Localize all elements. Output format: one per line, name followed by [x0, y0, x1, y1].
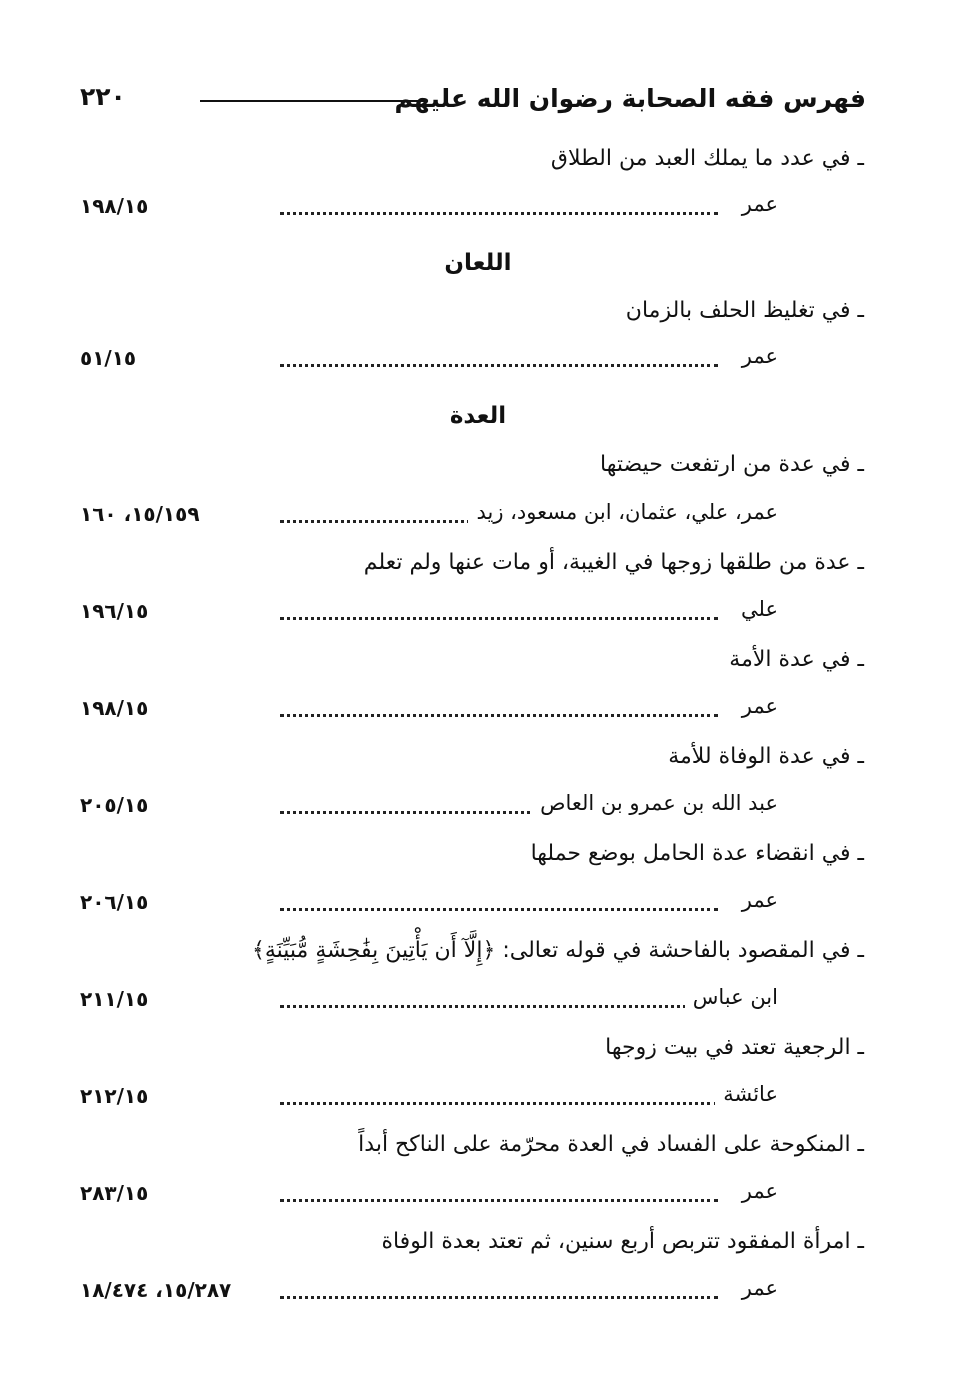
running-title: فهرس فقه الصحابة رضوان الله عليهم — [394, 84, 866, 113]
topic-title: ـ في المقصود بالفاحشة في قوله تعالى: ﴿إِلَّآ أَن يَأْتِينَ بِفَٰحِشَةٍ مُّبَيِّنَةٍ﴾ — [251, 938, 864, 963]
topic-title: ـ في عدد ما يملك العبد من الطلاق — [550, 146, 864, 171]
volume-page-ref: ٢١٢/١٥ — [80, 1084, 156, 1108]
page-header — [80, 78, 866, 118]
volume-page-ref: ٥١/١٥ — [80, 346, 144, 370]
index-entry — [80, 597, 778, 627]
volume-page-ref: ٢٨٣/١٥ — [80, 1181, 156, 1205]
dot-leader — [280, 706, 718, 717]
companion-names: عبد الله بن عمرو بن العاص — [532, 791, 778, 815]
topic-title: ـ في عدة من ارتفعت حيضتها — [600, 452, 864, 477]
companion-names: عمر — [734, 192, 778, 216]
topic-title: ـ في عدة الوفاة للأمة — [668, 744, 864, 769]
companion-names: عمر، علي، عثمان، ابن مسعود، زيد — [468, 500, 778, 524]
topic-title: ـ المنكوحة على الفساد في العدة محرّمة على الناكح أبداً — [358, 1132, 864, 1157]
index-entry — [80, 1082, 778, 1112]
volume-page-ref: ١٩٨/١٥ — [80, 696, 156, 720]
companion-names: عمر — [734, 1179, 778, 1203]
volume-page-ref: ١٩٨/١٥ — [80, 194, 156, 218]
volume-page-ref: ٢١١/١٥ — [80, 987, 156, 1011]
index-entry — [80, 791, 778, 821]
topic-title: ـ في انقضاء عدة الحامل بوضع حملها — [530, 841, 864, 866]
index-entry — [80, 1179, 778, 1209]
companion-names: عمر — [734, 888, 778, 912]
companion-names: عمر — [734, 344, 778, 368]
volume-page-ref: ٢٠٥/١٥ — [80, 793, 156, 817]
topic-title: ـ امرأة المفقود تتربص أربع سنين، ثم تعتد بعدة الوفاة — [381, 1229, 864, 1254]
dot-leader — [280, 356, 718, 367]
dot-leader — [280, 609, 718, 620]
companion-names: عمر — [734, 1276, 778, 1300]
dot-leader — [280, 1288, 718, 1299]
companion-names: علي — [733, 597, 778, 621]
companion-names: عمر — [734, 694, 778, 718]
volume-page-ref: ١٥/٢٨٧، ١٨/٤٧٤ — [80, 1278, 239, 1302]
volume-page-ref: ٢٠٦/١٥ — [80, 890, 156, 914]
index-entry — [80, 985, 778, 1015]
header-rule — [200, 100, 426, 102]
page-number: ٢٢٠ — [80, 82, 126, 111]
companion-names: عائشة — [715, 1082, 778, 1106]
index-entry — [80, 694, 778, 724]
index-entry — [80, 344, 778, 374]
volume-page-ref: ١٩٦/١٥ — [80, 599, 156, 623]
topic-title: ـ في تغليظ الحلف بالزمان — [625, 298, 864, 323]
topic-title: ـ في عدة الأمة — [729, 647, 864, 672]
volume-page-ref: ١٥/١٥٩، ١٦٠ — [80, 502, 208, 526]
dot-leader — [280, 204, 718, 215]
index-entry — [80, 500, 778, 530]
index-entry — [80, 1276, 778, 1306]
section-heading: اللعان — [444, 250, 512, 276]
dot-leader — [280, 1094, 718, 1105]
dot-leader — [280, 997, 718, 1008]
companion-names: ابن عباس — [685, 985, 778, 1009]
topic-title: ـ الرجعية تعتد في بيت زوجها — [605, 1035, 864, 1060]
section-heading: العدة — [449, 403, 507, 429]
topic-title: ـ عدة من طلقها زوجها في الغيبة، أو مات عنها ولم تعلم — [363, 550, 864, 575]
index-entry — [80, 888, 778, 918]
index-entry — [80, 192, 778, 222]
dot-leader — [280, 900, 718, 911]
dot-leader — [280, 1191, 718, 1202]
